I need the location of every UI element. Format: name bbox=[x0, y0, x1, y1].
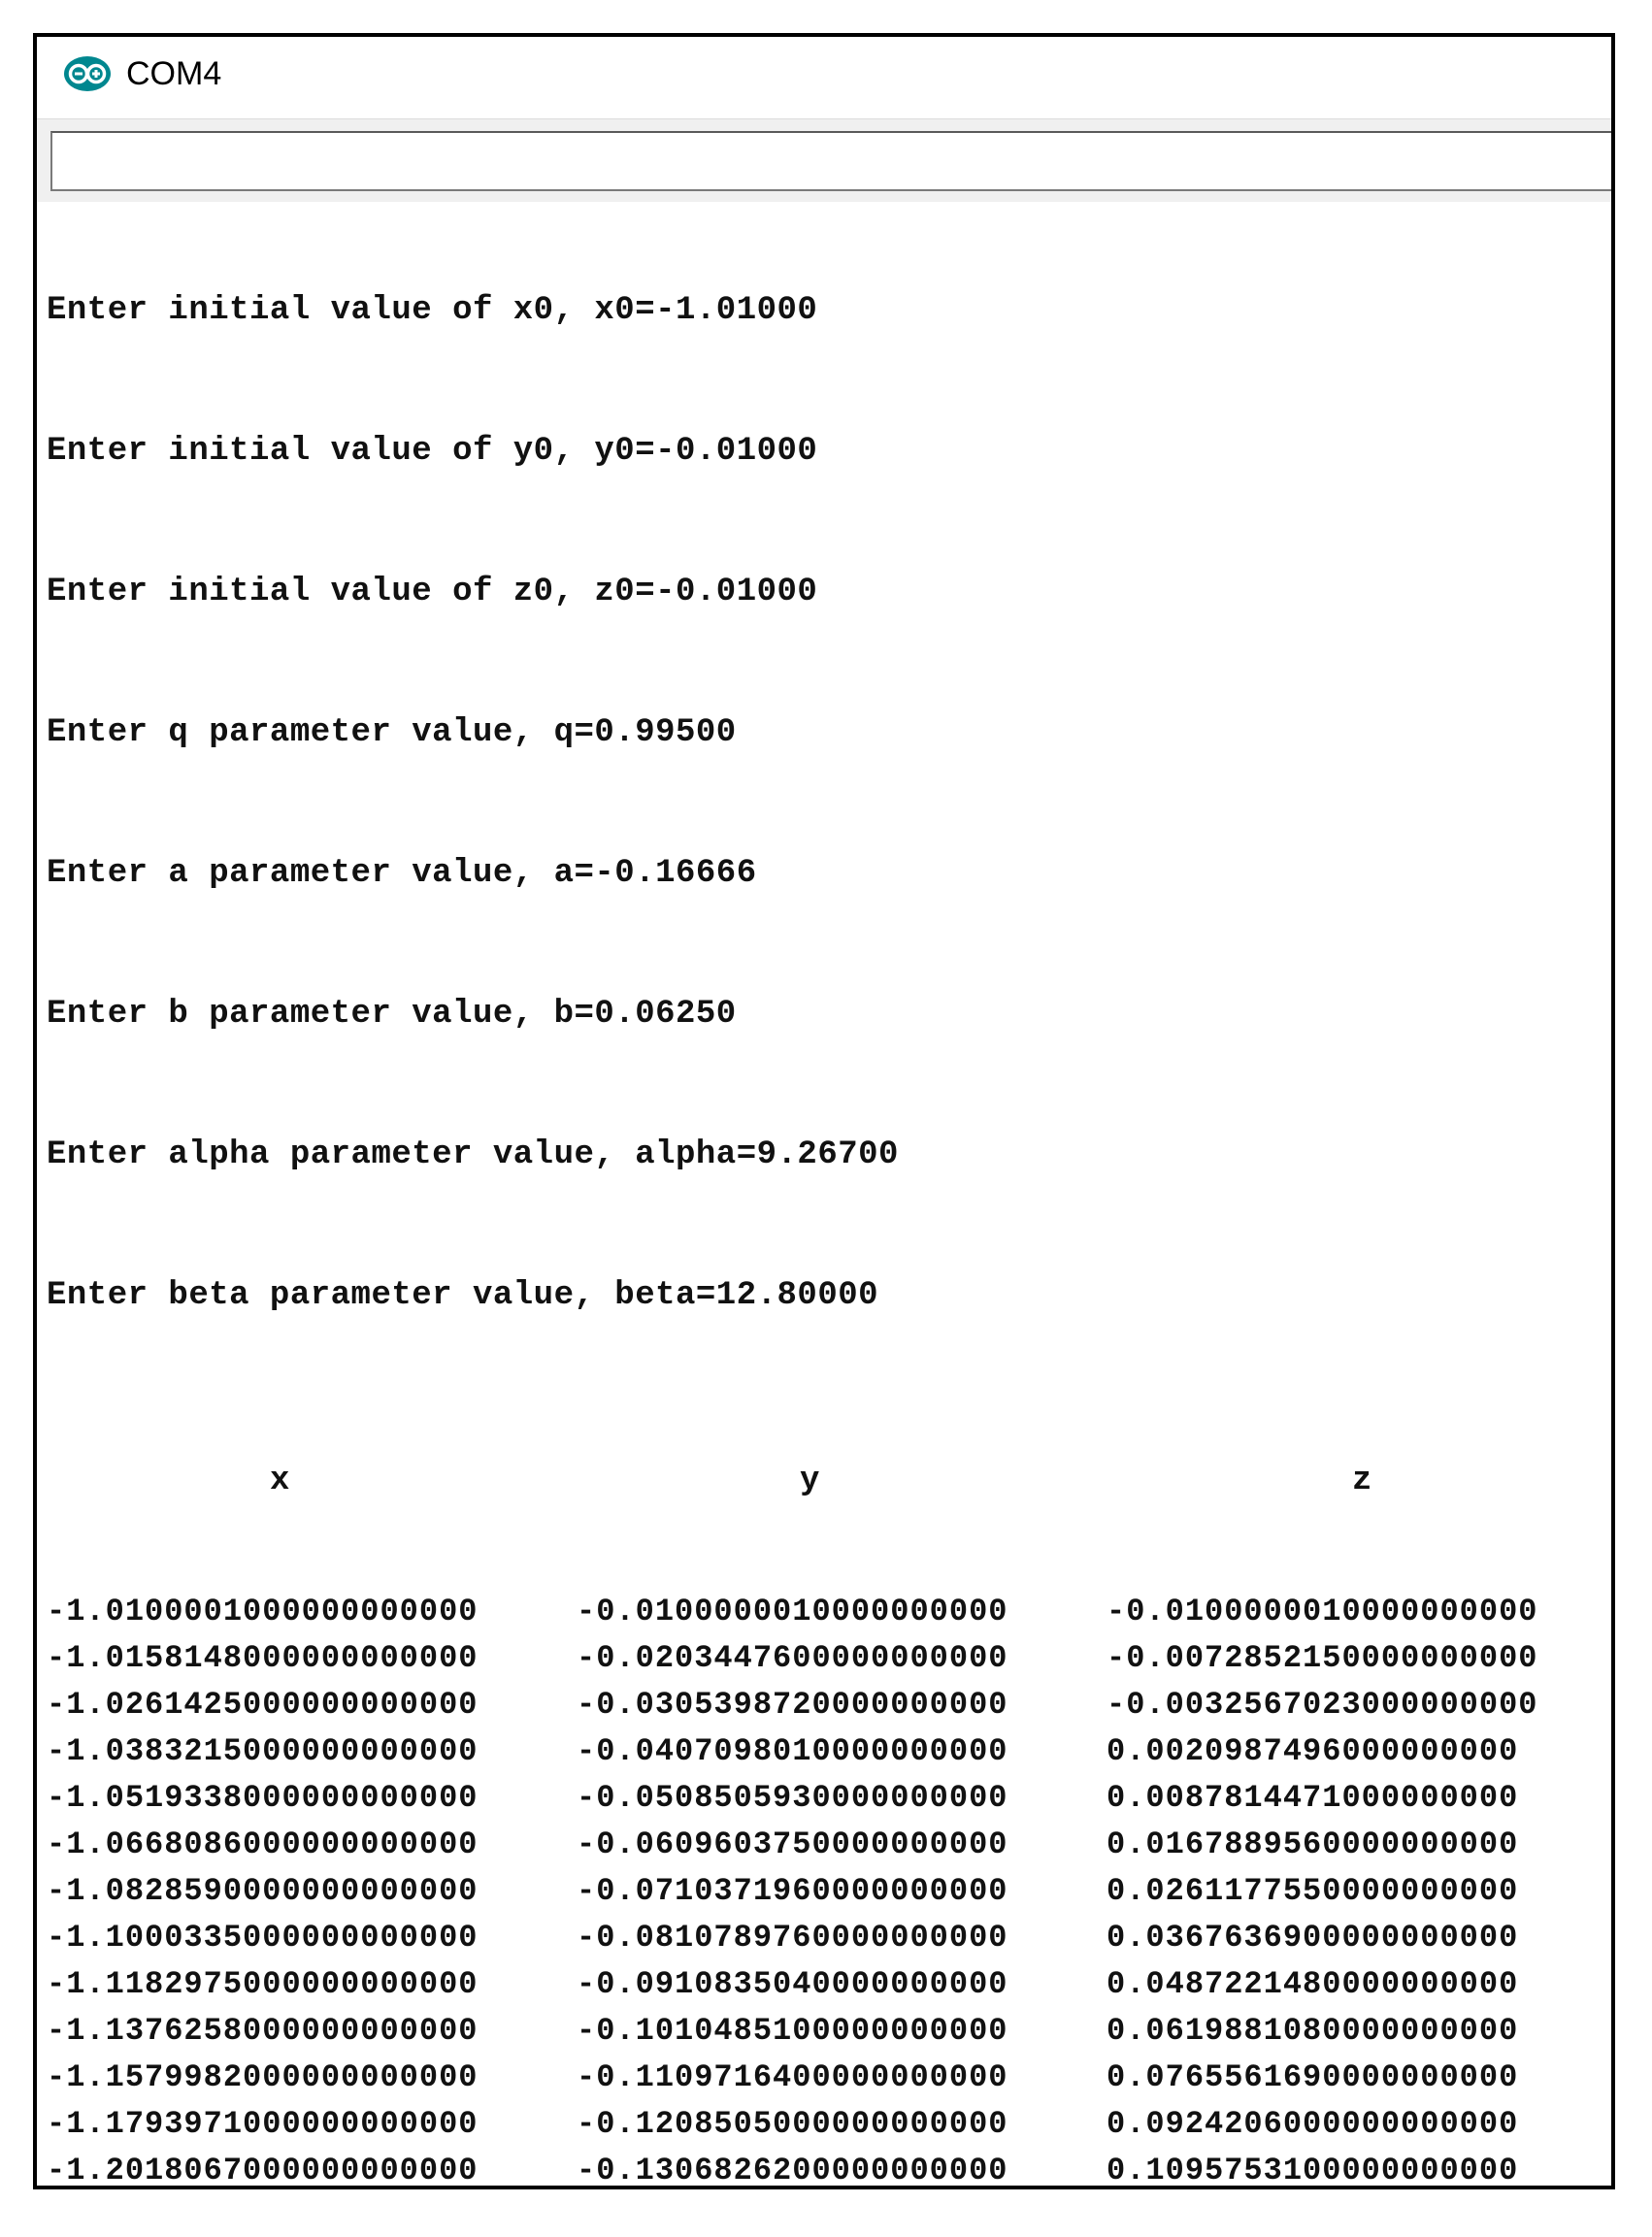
cell-y: -0.1306826200000000000 bbox=[577, 2153, 1008, 2188]
window-title: COM4 bbox=[126, 55, 222, 92]
cell-z: 0.0487221480000000000 bbox=[1107, 1966, 1519, 2002]
cell-z: -0.0100000010000000000 bbox=[1107, 1594, 1538, 1629]
arduino-icon bbox=[62, 54, 113, 93]
cell-z: 0.0087814471000000000 bbox=[1107, 1780, 1519, 1816]
cell-x: -1.1793971000000000000 bbox=[47, 2106, 479, 2142]
cell-z: 0.0924206000000000000 bbox=[1107, 2106, 1519, 2142]
cell-y: -0.0508505930000000000 bbox=[577, 1780, 1008, 1816]
table-row bbox=[47, 1635, 1609, 1682]
cell-y: -0.1109716400000000000 bbox=[577, 2059, 1008, 2095]
cell-y: -0.1208505000000000000 bbox=[577, 2106, 1008, 2142]
column-header-z: z bbox=[1352, 1463, 1372, 1499]
prompt-beta: Enter beta parameter value, beta=12.80000 bbox=[47, 1277, 879, 1314]
cell-x: -1.0261425000000000000 bbox=[47, 1687, 479, 1723]
cell-x: -1.2018067000000000000 bbox=[47, 2153, 479, 2188]
prompt-x0: Enter initial value of x0, x0=-1.01000 bbox=[47, 292, 818, 329]
cell-y: -0.0305398720000000000 bbox=[577, 1687, 1008, 1723]
table-row bbox=[47, 1589, 1609, 1635]
cell-y: -0.1010485100000000000 bbox=[577, 2013, 1008, 2049]
cell-x: -1.1000335000000000000 bbox=[47, 1920, 479, 1956]
cell-y: -0.0407098010000000000 bbox=[577, 1733, 1008, 1769]
table-row bbox=[47, 2101, 1609, 2148]
cell-x: -1.0383215000000000000 bbox=[47, 1733, 479, 1769]
cell-y: -0.0910835040000000000 bbox=[577, 1966, 1008, 2002]
prompt-a: Enter a parameter value, a=-0.16666 bbox=[47, 855, 757, 892]
prompt-q: Enter q parameter value, q=0.99500 bbox=[47, 714, 737, 751]
title-bar bbox=[37, 37, 1611, 115]
table-row bbox=[47, 1728, 1609, 1775]
cell-z: 0.1095753100000000000 bbox=[1107, 2153, 1519, 2188]
column-header-x: x bbox=[270, 1463, 290, 1499]
cell-x: -1.0828590000000000000 bbox=[47, 1873, 479, 1909]
table-row bbox=[47, 1775, 1609, 1822]
cell-z: 0.0367636900000000000 bbox=[1107, 1920, 1519, 1956]
cell-y: -0.0810789760000000000 bbox=[577, 1920, 1008, 1956]
cell-x: -1.1182975000000000000 bbox=[47, 1966, 479, 2002]
table-row bbox=[47, 1822, 1609, 1868]
cell-z: -0.0032567023000000000 bbox=[1107, 1687, 1538, 1723]
prompt-y0: Enter initial value of y0, y0=-0.01000 bbox=[47, 433, 818, 470]
table-row bbox=[47, 2055, 1609, 2101]
cell-x: -1.1579982000000000000 bbox=[47, 2059, 479, 2095]
table-row bbox=[47, 1682, 1609, 1728]
prompt-alpha: Enter alpha parameter value, alpha=9.26700 bbox=[47, 1136, 899, 1173]
table-row bbox=[47, 1961, 1609, 2008]
send-input[interactable] bbox=[50, 131, 1615, 191]
cell-z: 0.0619881080000000000 bbox=[1107, 2013, 1519, 2049]
serial-output[interactable] bbox=[37, 202, 1611, 2186]
cell-x: -1.0519338000000000000 bbox=[47, 1780, 479, 1816]
cell-x: -1.0100001000000000000 bbox=[47, 1594, 479, 1629]
cell-y: -0.0710371960000000000 bbox=[577, 1873, 1008, 1909]
table-row bbox=[47, 1915, 1609, 1961]
cell-x: -1.1376258000000000000 bbox=[47, 2013, 479, 2049]
cell-y: -0.0100000010000000000 bbox=[577, 1594, 1008, 1629]
table-row bbox=[47, 2148, 1609, 2189]
cell-z: 0.0261177550000000000 bbox=[1107, 1873, 1519, 1909]
cell-y: -0.0609603750000000000 bbox=[577, 1826, 1008, 1862]
cell-x: -1.0668086000000000000 bbox=[47, 1826, 479, 1862]
prompt-z0: Enter initial value of z0, z0=-0.01000 bbox=[47, 574, 818, 610]
cell-y: -0.0203447600000000000 bbox=[577, 1640, 1008, 1676]
cell-z: 0.0765561690000000000 bbox=[1107, 2059, 1519, 2095]
cell-x: -1.0158148000000000000 bbox=[47, 1640, 479, 1676]
cell-z: 0.0167889560000000000 bbox=[1107, 1826, 1519, 1862]
table-row bbox=[47, 1868, 1609, 1915]
table-row bbox=[47, 2008, 1609, 2055]
cell-z: -0.0072852150000000000 bbox=[1107, 1640, 1538, 1676]
serial-monitor-window bbox=[33, 33, 1615, 2189]
cell-z: 0.0020987496000000000 bbox=[1107, 1733, 1519, 1769]
prompt-b: Enter b parameter value, b=0.06250 bbox=[47, 996, 737, 1033]
column-header-y: y bbox=[800, 1463, 820, 1499]
